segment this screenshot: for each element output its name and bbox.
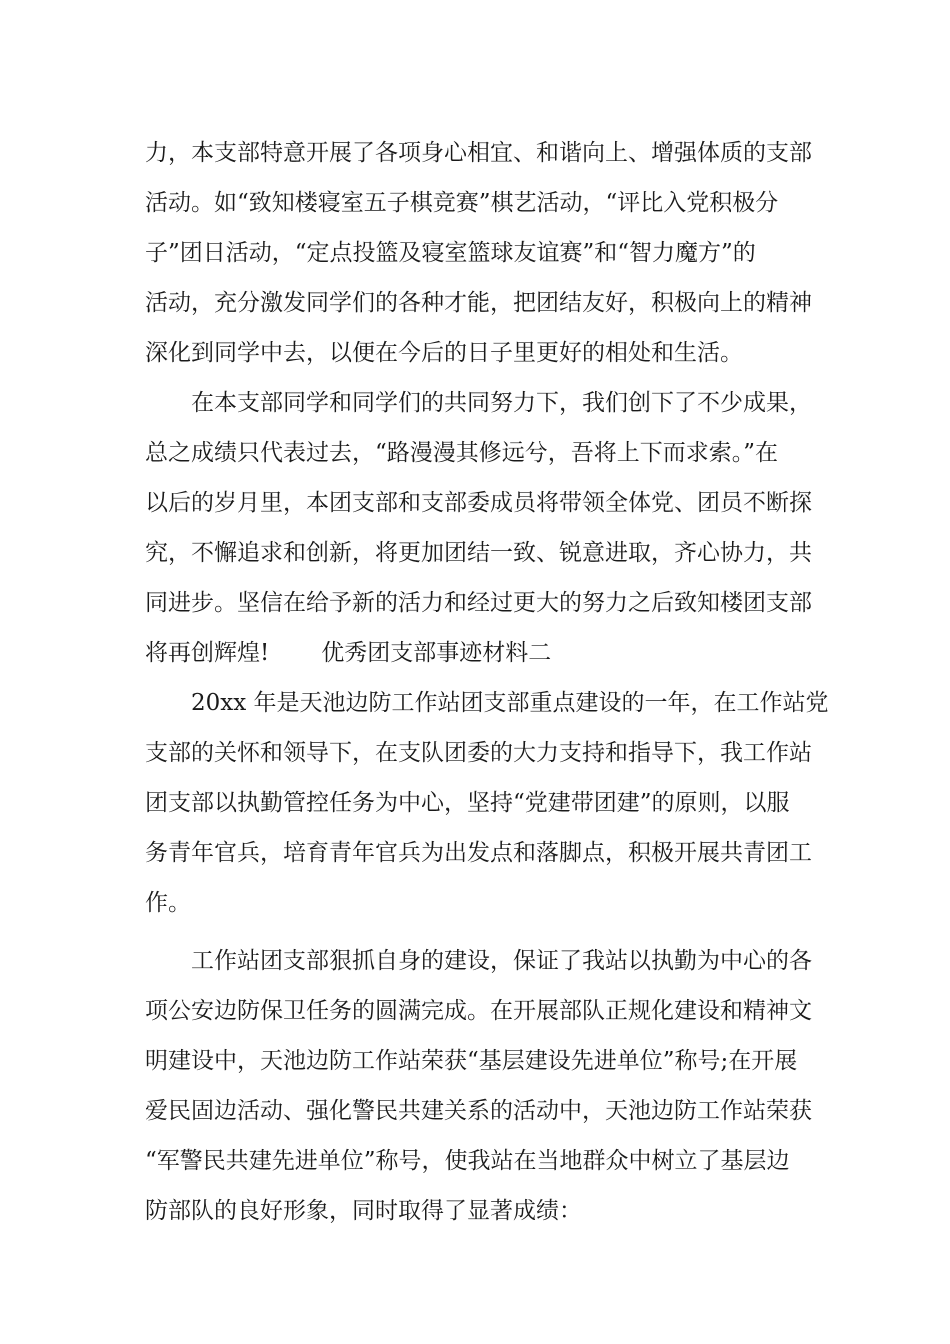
text-line: 工作站团支部狠抓自身的建设，保证了我站以执勤为中心的各 <box>191 948 812 974</box>
text-line: 活动。如“致知楼寝室五子棋竞赛”棋艺活动，“评比入党积极分 <box>145 190 779 216</box>
text-line: 项公安边防保卫任务的圆满完成。在开展部队正规化建设和精神文 <box>145 998 812 1024</box>
text-line: 务青年官兵，培育青年官兵为出发点和落脚点，积极开展共青团工 <box>145 840 812 866</box>
paragraph-activities <box>145 128 815 378</box>
text-line: 支部的关怀和领导下，在支队团委的大力支持和指导下，我工作站 <box>145 740 812 766</box>
document-body <box>145 128 829 1236</box>
text-line: 作。 <box>145 890 191 916</box>
text-line: 子”团日活动，“定点投篮及寝室篮球友谊赛”和“智力魔方”的 <box>145 240 756 266</box>
text-line: 团支部以执勤管控任务为中心，坚持“党建带团建”的原则，以服 <box>145 790 790 816</box>
paragraph-station-honors <box>145 936 815 1236</box>
text-line: 究，不懈追求和创新，将更加团结一致、锐意进取，齐心协力，共 <box>145 540 812 566</box>
text-line: 明建设中，天池边防工作站荣获“基层建设先进单位”称号;在开展 <box>145 1048 798 1074</box>
text-line: “军警民共建先进单位”称号，使我站在当地群众中树立了基层边 <box>145 1148 790 1174</box>
paragraph-gap <box>145 928 815 936</box>
text-line: 20xx 年是天池边防工作站团支部重点建设的一年，在工作站党 <box>191 690 829 716</box>
text-line: 总之成绩只代表过去，“路漫漫其修远兮，吾将上下而求索。”在 <box>145 440 779 466</box>
text-line: 防部队的良好形象，同时取得了显著成绩： <box>145 1198 582 1224</box>
text-line: 爱民固边活动、强化警民共建关系的活动中，天池边防工作站荣获 <box>145 1098 812 1124</box>
text-line: 力，本支部特意开展了各项身心相宜、和谐向上、增强体质的支部 <box>145 140 812 166</box>
text-line: 深化到同学中去，以便在今后的日子里更好的相处和生活。 <box>145 340 743 366</box>
section-title: 优秀团支部事迹材料二 <box>321 640 552 666</box>
paragraph-achievements <box>145 378 815 678</box>
text-line: 在本支部同学和同学们的共同努力下，我们创下了不少成果， <box>191 390 812 416</box>
text-line: 将再创辉煌! <box>145 640 270 666</box>
text-line-with-title <box>145 628 815 678</box>
text-line: 同进步。坚信在给予新的活力和经过更大的努力之后致知楼团支部 <box>145 590 812 616</box>
text-line: 以后的岁月里，本团支部和支部委成员将带领全体党、团员不断探 <box>145 490 812 516</box>
paragraph-station-intro <box>145 678 829 928</box>
text-line: 活动，充分激发同学们的各种才能，把团结友好，积极向上的精神 <box>145 290 812 316</box>
